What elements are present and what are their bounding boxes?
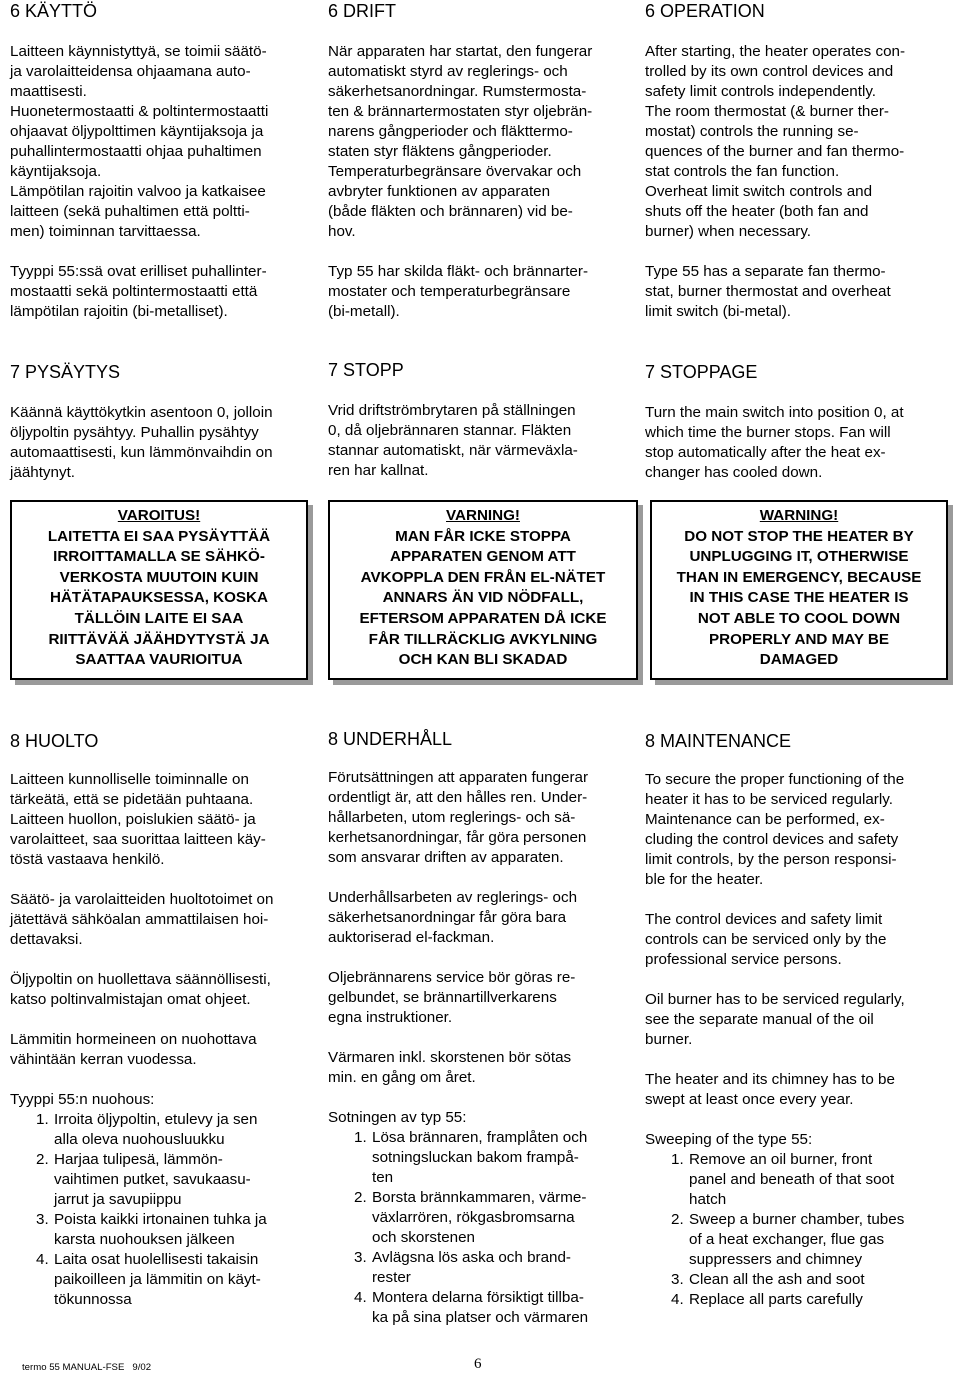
list-item [328,1188,640,1248]
section-heading: 8 HUOLTO [10,731,99,751]
paragraph: After starting, the heater operates con- trolled by its own control devices and safety limit controls independently. The room thermostat (& burner ther- mostat) controls the running se- quences of the burner and fan thermo- stat controls the fan function. Overheat limit switch controls and shuts off the heater (both fan and burner) when necessary. [645,43,906,240]
paragraph: Förutsättningen att apparaten fungerar ordentligt är, att den hålles ren. Under- hållarbeten, utom reglerings- och sä- kerhetsanordningar, får göra personen som ansvarar driften av apparaten. [328,769,589,866]
section-heading: 7 STOPPAGE [645,362,758,382]
list-text: Remove an oil burner, front panel and beneath of that soot hatch [689,1151,895,1208]
list-text: Laita osat huolellisesti takaisin paikoilleen ja lämmitin on käyt- tökunnossa [54,1251,261,1308]
operation-sv [328,0,640,322]
list-number: 2. [671,1211,684,1228]
list-intro: Sweeping of the type 55: [645,1131,813,1148]
paragraph: Vrid driftströmbrytaren på ställningen 0, då oljebrännaren stannar. Fläkten stannar automatiskt, när värmeväxla- ren har kallnat. [328,402,578,479]
warning-title: VARNING! [446,507,520,524]
section-heading: 7 STOPP [328,360,404,380]
list-text: Harjaa tulipesä, lämmön- vaihtimen putket, savukaasu- jarrut ja savupiippu [54,1151,251,1208]
list-number: 1. [354,1129,367,1146]
warning-title: VAROITUS! [117,507,201,524]
paragraph: The control devices and safety limit controls can be serviced only by the professional service persons. [645,911,887,968]
paragraph: Oljebrännarens service bör göras re- gelbundet, se brännartillverkarens egna instruktioner. [328,969,576,1026]
warning-title: WARNING! [759,507,839,524]
list-item [10,1110,316,1150]
list-text: Sweep a burner chamber, tubes of a heat exchanger, flue gas suppressers and chimney [689,1211,905,1268]
list-text: Poista kaikki irtonainen tuhka ja karsta nuohouksen jälkeen [54,1211,267,1248]
sweeping-steps-list [645,1150,950,1310]
paragraph: Värmaren inkl. skorstenen bör sötas min. en gång om året. [328,1049,572,1086]
list-item [328,1128,640,1188]
paragraph: The heater and its chimney has to be swept at least once every year. [645,1071,895,1108]
sweeping-steps-list [10,1110,316,1310]
warning-box-fi [10,500,308,680]
list-text: Irroita öljypoltin, etulevy ja sen alla oleva nuohousluukku [54,1111,258,1148]
list-number: 3. [671,1271,684,1288]
list-item [645,1270,950,1290]
paragraph: Turn the main switch into position 0, at which time the burner stops. Fan will stop automatically after the heat ex- changer has cooled down. [645,404,904,481]
section-heading: 8 MAINTENANCE [645,731,792,751]
maintenance-en [645,730,950,1310]
warning-text: LAITETTA EI SAA PYSÄYTTÄÄ IRROITTAMALLA SE SÄHKÖ- VERKOSTA MUUTOIN KUIN HÄTÄTAPAUKSESSA, KOSKA TÄLLÖIN LAITE EI SAA RIITTÄVÄÄ JÄÄHDYTYSTÄ JA SAATTAA VAURIOITUA [47,527,271,669]
footer-doc-id: termo 55 MANUAL-FSE 9/02 [22,1362,152,1373]
operation-fi [10,0,316,322]
maintenance-sv [328,728,640,1328]
warning-box-en [650,500,948,680]
list-item [645,1150,950,1210]
list-intro: Sotningen av typ 55: [328,1109,467,1126]
list-text: Replace all parts carefully [689,1291,863,1308]
paragraph: Laitteen käynnistyttyä, se toimii säätö- ja varolaitteidensa ohjaamana auto- maattisesti. Huonetermostaatti & poltintermostaatti ohjaavat öljypolttimen käyntijaksoja ja puhallintermostaatti ohjaa puhaltimen käyntijaksoja. Lämpötilan rajoitin valvoo ja katkaisee laitteen (sekä puhaltimen että poltti- men) toiminnan tarvittaessa. [10,43,269,240]
sweeping-steps-list [328,1128,640,1328]
stoppage-sv [328,359,640,481]
operation-en [645,0,950,322]
paragraph: To secure the proper functioning of the heater it has to be serviced regularly. Maintenance can be performed, ex- cluding the control devices and safety limit controls, by the person responsi- ble for the heater. [645,771,905,888]
list-item [645,1290,950,1310]
stoppage-fi [10,361,316,483]
list-number: 3. [354,1249,367,1266]
paragraph: Lämmitin hormeineen on nuohottava vähintään kerran vuodessa. [10,1031,257,1068]
warning-text: MAN FÅR ICKE STOPPA APPARATEN GENOM ATT AVKOPPLA DEN FRÅN EL-NÄTET ANNARS ÄN VID NÖDFALL, EFTERSOM APPARATEN DÅ ICKE FÅR TILLRÄCKLIG AVKYLNING OCH KAN BLI SKADAD [359,527,607,669]
list-text: Clean all the ash and soot [689,1271,865,1288]
list-number: 1. [671,1151,684,1168]
list-number: 1. [36,1111,49,1128]
list-number: 3. [36,1211,49,1228]
list-text: Montera delarna försiktigt tillba- ka på sina platser och värmaren [372,1289,589,1326]
paragraph: Oil burner has to be serviced regularly, see the separate manual of the oil burner. [645,991,905,1048]
list-item [10,1210,316,1250]
list-item [10,1250,316,1310]
section-heading: 8 UNDERHÅLL [328,729,453,749]
paragraph: Käännä käyttökytkin asentoon 0, jolloin öljypoltin pysähtyy. Puhallin pysähtyy automaattisesti, kun lämmönvaihdin on jäähtynyt. [10,404,273,481]
paragraph: Säätö- ja varolaitteiden huoltotoimet on jätettävä sähköalan ammattilaisen hoi- dettavaksi. [10,891,274,948]
list-intro: Tyyppi 55:n nuohous: [10,1091,155,1108]
paragraph: Laitteen kunnolliselle toiminnalle on tärkeätä, että se pidetään puhtaana. Laitteen huollon, poislukien säätö- ja varolaitteet, saa suorittaa laitteen käy- töstä vastaava henkilö. [10,771,266,868]
warning-box-sv [328,500,638,680]
section-heading: 7 PYSÄYTYS [10,362,121,382]
paragraph: Tyyppi 55:ssä ovat erilliset puhallinter- mostaatti sekä poltintermostaatti että lämpötilan rajoitin (bi-metalliset). [10,263,267,320]
list-number: 4. [671,1291,684,1308]
maintenance-fi [10,730,316,1310]
list-text: Avlägsna lös aska och brand- rester [372,1249,571,1286]
list-number: 2. [354,1189,367,1206]
list-item [328,1248,640,1288]
paragraph: Typ 55 har skilda fläkt- och brännarter- mostater och temperaturbegränsare (bi-metall). [328,263,588,320]
section-heading: 6 DRIFT [328,1,397,21]
section-heading: 6 OPERATION [645,1,765,21]
paragraph: Underhållsarbeten av reglerings- och säkerhetsanordningar får göra bara auktoriserad el-fackman. [328,889,578,946]
list-text: Lösa brännaren, framplåten och sotningsluckan bakom frampå- ten [372,1129,588,1186]
page-number: 6 [474,1356,482,1372]
stoppage-en [645,361,950,483]
list-item [328,1288,640,1328]
section-heading: 6 KÄYTTÖ [10,1,98,21]
paragraph: Öljypoltin on huollettava säännöllisesti, katso poltinvalmistajan omat ohjeet. [10,971,271,1008]
list-number: 4. [354,1289,367,1306]
list-item [645,1210,950,1270]
warning-text: DO NOT STOP THE HEATER BY UNPLUGGING IT, OTHERWISE THAN IN EMERGENCY, BECAUSE IN THIS CASE THE HEATER IS NOT ABLE TO COOL DOWN PROPERLY AND MAY BE DAMAGED [676,527,922,669]
list-number: 4. [36,1251,49,1268]
list-number: 2. [36,1151,49,1168]
paragraph: När apparaten har startat, den fungerar automatiskt styrd av reglerings- och säkerhetsanordningar. Rumstermosta- ten & brännartermostaten styr oljebrän- narens gångperioder och fläkttermo- staten styr fläktens gångperioder. Temperaturbegränsare övervakar och avbryter funktionen av apparaten (både fläkten och brännaren) vid be- hov. [328,43,593,240]
list-text: Borsta brännkammaren, värme- växlarrören, rökgasbromsarna och skorstenen [372,1189,587,1246]
list-item [10,1150,316,1210]
paragraph: Type 55 has a separate fan thermo- stat, burner thermostat and overheat limit switch (bi-metal). [645,263,891,320]
